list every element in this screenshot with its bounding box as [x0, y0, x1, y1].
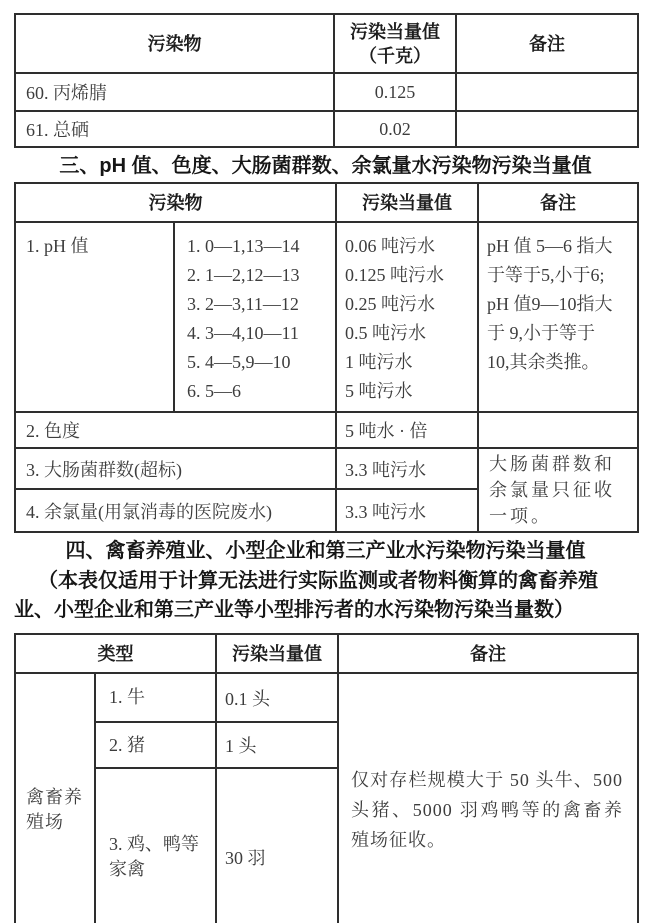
section4-note: （本表仅适用于计算无法进行实际监测或者物料衡算的禽畜养殖业、小型企业和第三产业等小型排污者的水污染物污染当量数）: [14, 570, 598, 621]
table1-header-equivalent: 污染当量值 （千克）: [334, 14, 456, 73]
table3-header-equivalent: 污染当量值: [216, 634, 338, 673]
pollutant-value-cell: 3.3 吨污水: [336, 489, 478, 532]
pollutant-value-cell: 5 吨水 · 倍: [336, 412, 478, 448]
pollutant-name-cell: 3. 大肠菌群数(超标): [15, 448, 336, 489]
table3-header-row: [15, 634, 638, 673]
livestock-remark-cell: 仅对存栏规模大于 50 头牛、500 头猪、5000 羽鸡鸭等的禽畜养殖场征收。: [338, 673, 638, 923]
ph-range-list-cell: 1. 0—1,13—14 2. 1—2,12—13 3. 2—3,11—12 4. 3—4,10—11 5. 4—5,9—10 6. 5—6: [174, 222, 336, 412]
pollutant-name-cell: 4. 余氯量(用氯消毒的医院废水): [15, 489, 336, 532]
pollutant-name-cell: 60. 丙烯腈: [15, 73, 334, 111]
ph-chroma-coliform-table: [14, 182, 639, 533]
table1-header-remark: 备注: [456, 14, 638, 73]
table2-header-remark: 备注: [478, 183, 638, 222]
table1-header-pollutant: 污染物: [15, 14, 334, 73]
remark-cell-empty: [456, 111, 638, 147]
table2-header-row: [15, 183, 638, 222]
pollutant-name-cell: 61. 总硒: [15, 111, 334, 147]
shared-remark-cell: 大肠菌群数和 余氯量只征收 一项。: [478, 448, 638, 532]
pollutant-value-cell: 3.3 吨污水: [336, 448, 478, 489]
table-row: [15, 111, 638, 147]
animal-type-cell: 2. 猪: [95, 722, 216, 768]
animal-value-cell: 0.1 头: [216, 673, 338, 722]
pollutant-name-cell: 2. 色度: [15, 412, 336, 448]
pollutant-value-cell: 0.125: [334, 73, 456, 111]
animal-type-cell: 3. 鸡、鸭等家禽: [95, 768, 216, 923]
cattle-row: [15, 673, 638, 722]
animal-type-cell: 1. 牛: [95, 673, 216, 722]
chroma-row: [15, 412, 638, 448]
ph-remark-cell: pH 值 5—6 指大 于等于5,小于6; pH 值9—10指大 于 9,小于等于 10,其余类推。: [478, 222, 638, 412]
table2-header-equivalent: 污染当量值: [336, 183, 478, 222]
livestock-group-label-cell: 禽畜养殖场: [15, 673, 95, 923]
table2-header-pollutant: 污染物: [15, 183, 336, 222]
section4-title: 四、禽畜养殖业、小型企业和第三产业水污染物污染当量值: [65, 540, 586, 562]
table1-header-row: [15, 14, 638, 73]
pollutant-value-cell: 0.02: [334, 111, 456, 147]
remark-cell-empty: [478, 412, 638, 448]
animal-value-cell: 1 头: [216, 722, 338, 768]
ph-name-cell: 1. pH 值: [15, 222, 174, 412]
coliform-row: [15, 448, 638, 489]
table3-header-type: 类型: [15, 634, 216, 673]
section3-title: 三、pH 值、色度、大肠菌群数、余氯量水污染物污染当量值: [59, 155, 592, 177]
pollutant-equivalent-table-kg: [14, 13, 639, 148]
table-row: [15, 73, 638, 111]
livestock-table: [14, 633, 639, 923]
ph-value-row: [15, 222, 638, 412]
table3-header-remark: 备注: [338, 634, 638, 673]
animal-value-cell: 30 羽: [216, 768, 338, 923]
ph-equivalent-list-cell: 0.06 吨污水 0.125 吨污水 0.25 吨污水 0.5 吨污水 1 吨污水 5 吨污水: [336, 222, 478, 412]
remark-cell-empty: [456, 73, 638, 111]
